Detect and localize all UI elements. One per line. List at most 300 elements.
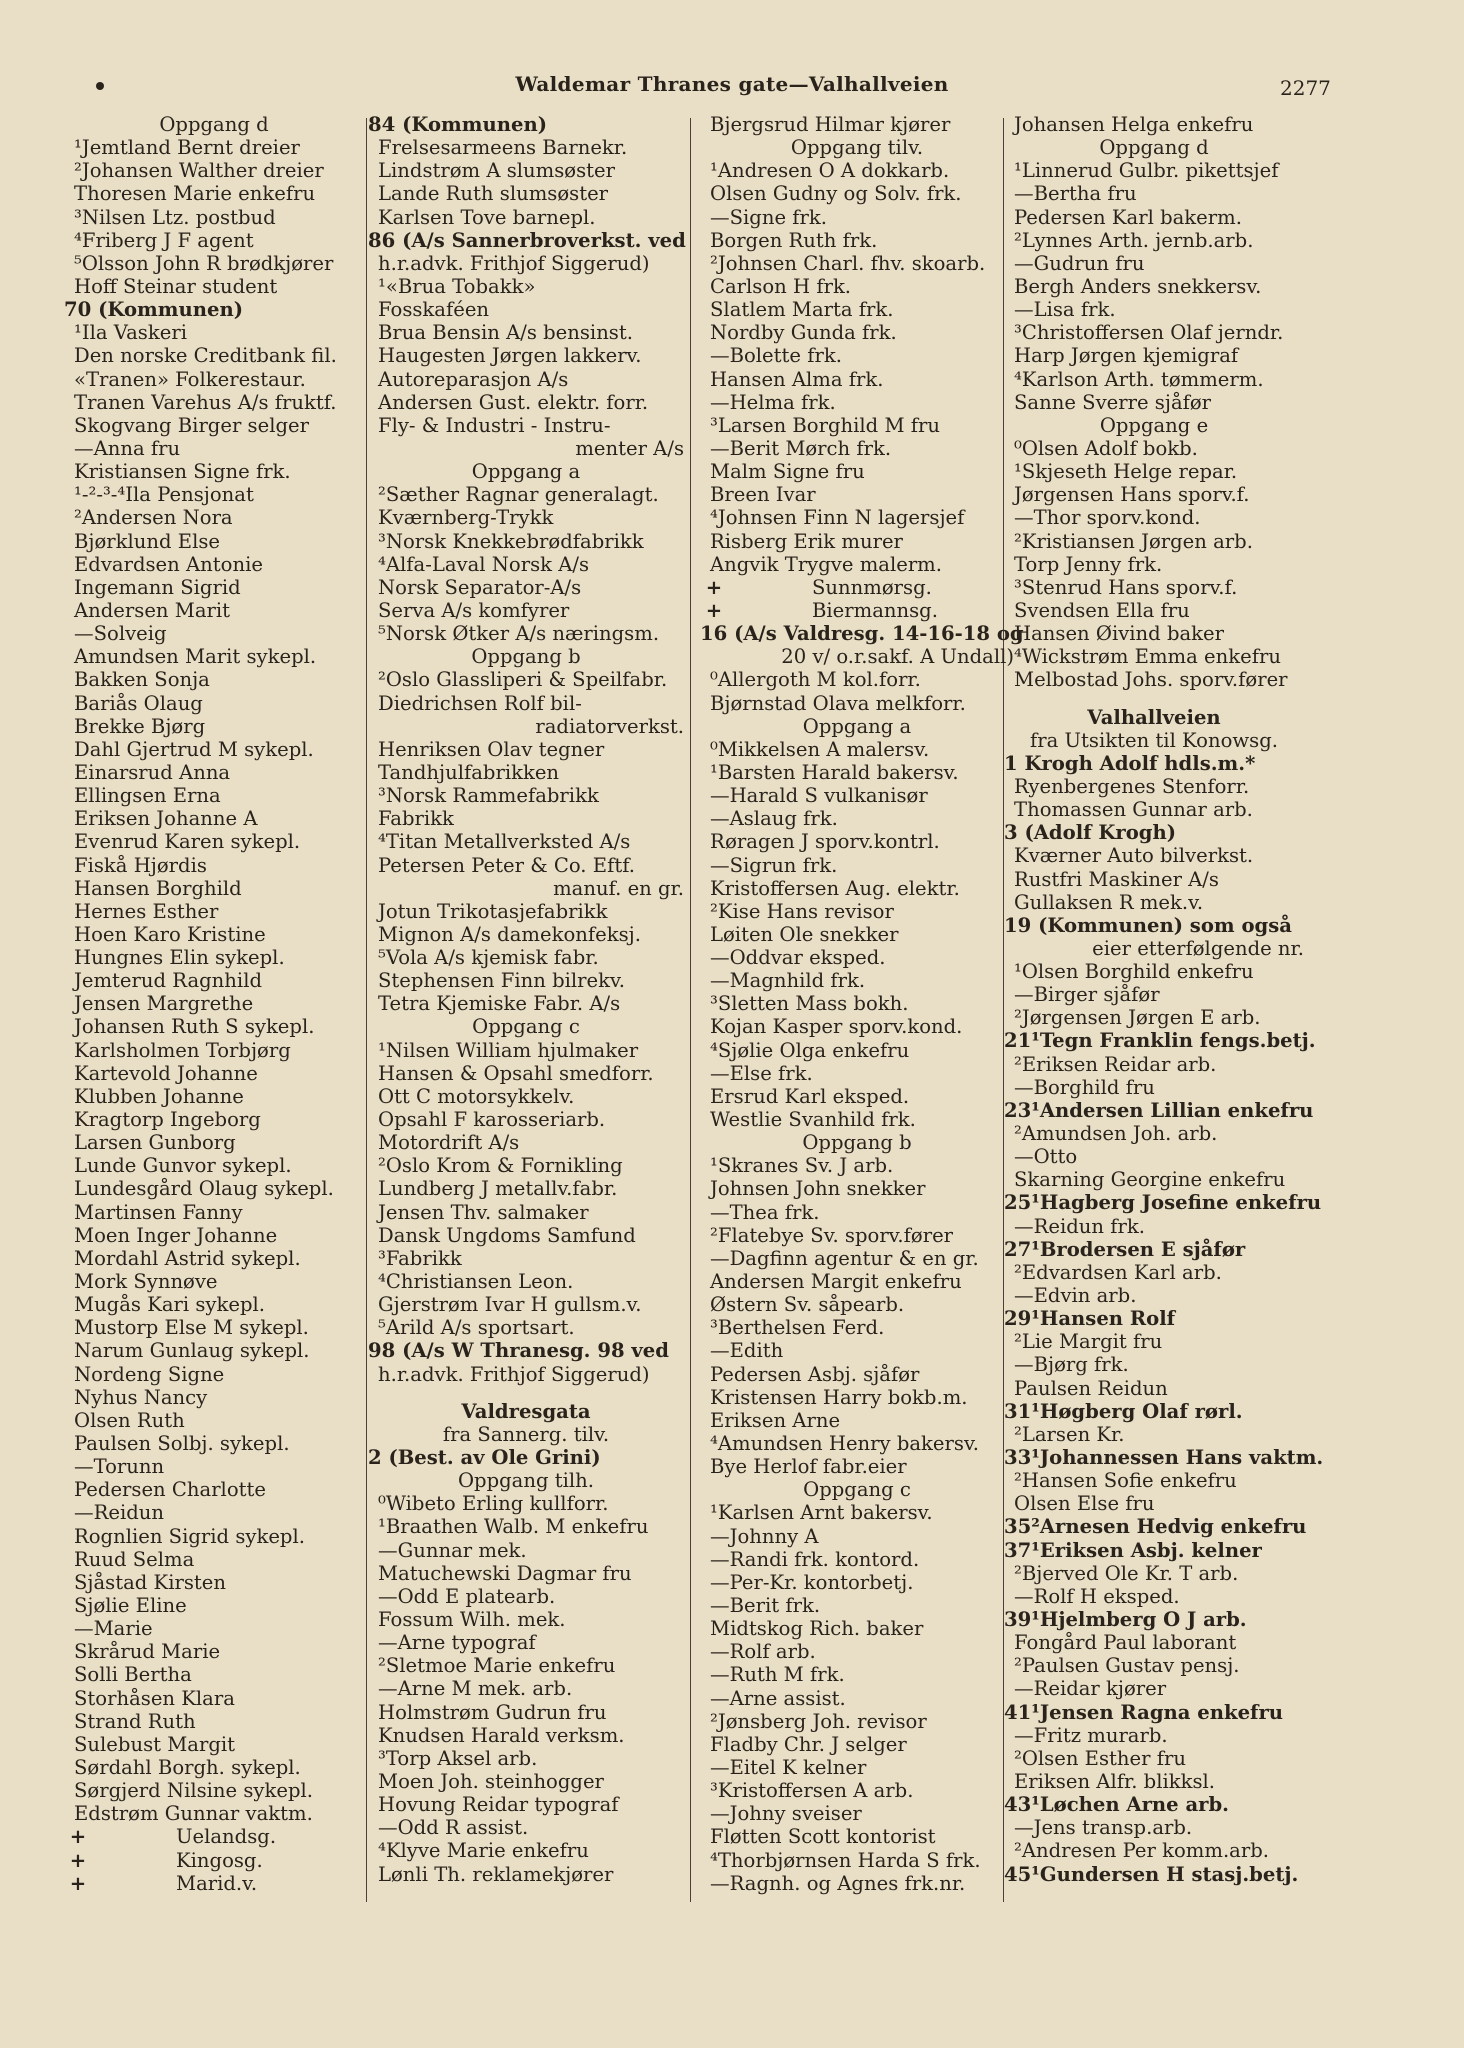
resident-entry: Tandhjulfabrikken xyxy=(378,760,560,784)
resident-entry: ⁴Amundsen Henry bakersv. xyxy=(710,1432,979,1456)
resident-entry: Risberg Erik murer xyxy=(710,529,903,553)
resident-entry: Eriksen Alfr. blikksl. xyxy=(1014,1769,1216,1793)
resident-entry: —Arne M mek. arb. xyxy=(378,1677,573,1701)
resident-entry: Andersen Gust. elektr. forr. xyxy=(378,390,649,414)
building-entry: 19 (Kommunen) som også xyxy=(1004,913,1292,937)
resident-entry: Holmstrøm Gudrun fru xyxy=(378,1700,607,1724)
resident-entry: Fossum Wilh. mek. xyxy=(378,1608,566,1631)
resident-entry: —Bjørg frk. xyxy=(1014,1353,1129,1377)
resident-entry: —Bolette frk. xyxy=(710,344,842,368)
resident-entry: —Edith xyxy=(710,1339,784,1363)
resident-entry: Hansen Øivind baker xyxy=(1014,622,1225,646)
entry-continuation: eier etterfølgende nr. xyxy=(1092,936,1304,960)
resident-entry: —Marie xyxy=(74,1617,153,1641)
resident-entry: Bergh Anders snekkersv. xyxy=(1014,274,1262,298)
resident-entry: Brekke Bjørg xyxy=(74,714,206,738)
resident-entry: Narum Gunlaug sykepl. xyxy=(74,1339,310,1363)
resident-entry: Borgen Ruth frk. xyxy=(710,228,878,252)
resident-entry: h.r.advk. Frithjof Siggerud) xyxy=(378,1362,650,1386)
resident-entry: Petersen Peter & Co. Eftf. xyxy=(378,853,635,877)
resident-entry: ²Jørgensen Jørgen E arb. xyxy=(1014,1006,1261,1030)
resident-entry: Lunde Gunvor sykepl. xyxy=(74,1154,292,1178)
resident-entry: ¹Skranes Sv. J arb. xyxy=(710,1154,894,1178)
entry-continuation: menter A/s xyxy=(575,436,684,460)
resident-entry: ¹Olsen Borghild enkefru xyxy=(1014,960,1254,984)
resident-entry: Storhåsen Klara xyxy=(74,1686,235,1710)
resident-entry: Hansen & Opsahl smedforr. xyxy=(378,1061,654,1085)
entry-continuation: manuf. en gr. xyxy=(553,876,684,900)
resident-entry: ³Sletten Mass bokh. xyxy=(710,992,909,1016)
resident-entry: ⁴Klyve Marie enkefru xyxy=(378,1839,589,1863)
resident-entry: Torp Jenny frk. xyxy=(1014,552,1163,576)
cross-street-label: Kingosg. xyxy=(176,1848,263,1872)
resident-entry: Sanne Sverre sjåfør xyxy=(1014,390,1212,414)
cross-street xyxy=(64,1872,364,1895)
resident-entry: Bjergsrud Hilmar kjører xyxy=(710,113,951,136)
resident-entry: —Thor sporv.kond. xyxy=(1014,506,1201,530)
resident-entry: Henriksen Olav tegner xyxy=(378,737,605,761)
resident-entry: Einarsrud Anna xyxy=(74,760,231,784)
resident-entry: Lande Ruth slumsøster xyxy=(378,182,609,206)
cross-street xyxy=(64,1825,364,1848)
building-entry: 27¹Brodersen E sjåfør xyxy=(1004,1237,1246,1261)
resident-entry: ²Lie Margit fru xyxy=(1014,1330,1163,1354)
cross-street xyxy=(64,1849,364,1872)
resident-entry: ³Norsk Knekkebrødfabrikk xyxy=(378,529,644,553)
resident-entry: Svendsen Ella fru xyxy=(1014,598,1190,622)
resident-entry: Nyhus Nancy xyxy=(74,1385,208,1409)
resident-entry: Sjåstad Kirsten xyxy=(74,1570,226,1594)
resident-entry: Jensen Thv. salmaker xyxy=(378,1200,589,1224)
cross-mark-icon: + xyxy=(69,1871,87,1895)
column-3 xyxy=(700,113,1024,1895)
resident-entry: Edstrøm Gunnar vaktm. xyxy=(74,1802,313,1826)
resident-entry: ⁰Olsen Adolf bokb. xyxy=(1014,436,1198,460)
resident-entry: Bye Herlof fabr.eier xyxy=(710,1455,907,1479)
resident-entry: Breen Ivar xyxy=(710,483,816,507)
building-entry: 98 (A/s W Thranesg. 98 ved xyxy=(368,1339,669,1363)
resident-entry: ⁴Alfa-Laval Norsk A/s xyxy=(378,552,590,576)
resident-entry: Pedersen Charlotte xyxy=(74,1478,266,1502)
resident-entry: Jemterud Ragnhild xyxy=(74,969,262,993)
cross-street xyxy=(700,599,1014,622)
resident-entry: Johansen Ruth S sykepl. xyxy=(74,1015,315,1039)
resident-entry: —Ruth M frk. xyxy=(710,1663,845,1687)
resident-entry: —Else frk. xyxy=(710,1061,813,1085)
resident-entry: Serva A/s komfyrer xyxy=(378,598,570,622)
resident-entry: Jørgensen Hans sporv.f. xyxy=(1014,483,1250,507)
resident-entry: «Tranen» Folkerestaur. xyxy=(74,367,306,391)
street-heading: Valhallveien xyxy=(1087,705,1221,729)
section-heading: Oppgang b xyxy=(471,645,581,669)
resident-entry: Kværnberg-Trykk xyxy=(378,506,554,530)
resident-entry: —Dagfinn agentur & en gr. xyxy=(710,1246,979,1270)
resident-entry: Hoen Karo Kristine xyxy=(74,922,266,946)
resident-entry: Hovung Reidar typograf xyxy=(378,1793,619,1817)
resident-entry: Skogvang Birger selger xyxy=(74,413,309,437)
section-heading: Oppgang tilh. xyxy=(457,1469,595,1493)
cross-street-label: Biermannsg. xyxy=(812,598,938,622)
resident-entry: Løiten Ole snekker xyxy=(710,922,899,946)
building-entry: 23¹Andersen Lillian enkefru xyxy=(1004,1098,1314,1122)
page-title: Waldemar Thranes gate—Valhallveien xyxy=(515,72,949,96)
resident-entry: —Arne typograf xyxy=(378,1631,536,1655)
resident-entry: ⁵Vola A/s kjemisk fabr. xyxy=(378,946,599,970)
resident-entry: —Reidun frk. xyxy=(1014,1214,1145,1238)
resident-entry: Diedrichsen Rolf bil- xyxy=(378,691,582,715)
resident-entry: Thomassen Gunnar arb. xyxy=(1014,798,1253,822)
resident-entry: Nordby Gunda frk. xyxy=(710,321,897,345)
resident-entry: ¹«Brua Tobakk» xyxy=(378,274,536,298)
resident-entry: Bariås Olaug xyxy=(74,691,203,715)
resident-entry: Klubben Johanne xyxy=(74,1084,244,1108)
resident-entry: —Borghild fru xyxy=(1014,1075,1155,1099)
resident-entry: ⁰Wibeto Erling kullforr. xyxy=(378,1492,609,1516)
resident-entry: ²Lynnes Arth. jernb.arb. xyxy=(1014,228,1254,252)
resident-entry: ³Fabrikk xyxy=(378,1246,462,1270)
resident-entry: Malm Signe fru xyxy=(710,460,865,484)
resident-entry: Jotun Trikotasjefabrikk xyxy=(378,899,608,923)
resident-entry: Autoreparasjon A/s xyxy=(378,367,569,391)
resident-entry: Kristoffersen Aug. elektr. xyxy=(710,876,960,900)
resident-entry: —Rolf H eksped. xyxy=(1014,1584,1180,1608)
resident-entry: —Odd R assist. xyxy=(378,1816,529,1840)
resident-entry: —Arne assist. xyxy=(710,1686,846,1710)
resident-entry: Angvik Trygve malerm. xyxy=(710,552,942,576)
resident-entry: Opsahl F karosseriarb. xyxy=(378,1108,606,1132)
resident-entry: —Thea frk. xyxy=(710,1200,820,1224)
resident-entry: Mignon A/s damekonfeksj. xyxy=(378,922,641,946)
cross-mark-icon: + xyxy=(69,1825,87,1849)
resident-entry: Slatlem Marta frk. xyxy=(710,298,894,322)
resident-entry: Brua Bensin A/s bensinst. xyxy=(378,321,633,345)
resident-entry: ²Flatebye Sv. sporv.fører xyxy=(710,1223,954,1247)
resident-entry: ³Berthelsen Ferd. xyxy=(710,1316,885,1340)
resident-entry: Hansen Alma frk. xyxy=(710,367,884,391)
resident-entry: ³Stenrud Hans sporv.f. xyxy=(1014,575,1238,599)
resident-entry: Norsk Separator-A/s xyxy=(378,575,582,599)
resident-entry: ⁴Christiansen Leon. xyxy=(378,1270,574,1294)
resident-entry: —Reidun xyxy=(74,1501,164,1525)
page-number: 2277 xyxy=(1280,76,1331,100)
resident-entry: Martinsen Fanny xyxy=(74,1200,243,1224)
building-entry: 1 Krogh Adolf hdls.m.* xyxy=(1004,751,1256,775)
resident-entry: ²Paulsen Gustav pensj. xyxy=(1014,1654,1240,1678)
cross-mark-icon: + xyxy=(69,1848,87,1872)
resident-entry: Sulebust Margit xyxy=(74,1732,236,1756)
resident-entry: ⁵Norsk Øtker A/s næringsm. xyxy=(378,622,660,646)
resident-entry: Lindstrøm A slumsøster xyxy=(378,159,615,183)
resident-entry: Lundesgård Olaug sykepl. xyxy=(74,1177,334,1201)
resident-entry: Karlsen Tove barnepl. xyxy=(378,205,596,229)
resident-entry: Ersrud Karl eksped. xyxy=(710,1084,910,1108)
cross-mark-icon: + xyxy=(705,598,723,622)
section-heading: Oppgang a xyxy=(471,460,581,484)
resident-entry: ¹Nilsen William hjulmaker xyxy=(378,1038,639,1062)
building-entry: 37¹Eriksen Asbj. kelner xyxy=(1004,1538,1262,1562)
building-entry: 31¹Høgberg Olaf rørl. xyxy=(1004,1399,1243,1423)
resident-entry: ⁴Thorbjørnsen Harda S frk. xyxy=(710,1848,981,1872)
resident-entry: Sørdahl Borgh. sykepl. xyxy=(74,1755,301,1779)
resident-entry: Hungnes Elin sykepl. xyxy=(74,946,285,970)
resident-entry: Fongård Paul laborant xyxy=(1014,1631,1237,1655)
column-1 xyxy=(64,113,364,1895)
resident-entry: Haugesten Jørgen lakkerv. xyxy=(378,344,642,368)
resident-entry: ⁰Allergoth M kol.forr. xyxy=(710,668,921,692)
resident-entry: Gjerstrøm Ivar H gullsm.v. xyxy=(378,1293,642,1317)
resident-entry: Fosskaféen xyxy=(378,298,490,322)
cross-street-label: Sunnmørsg. xyxy=(812,575,932,599)
resident-entry: —Edvin arb. xyxy=(1014,1284,1137,1308)
resident-entry: Skarning Georgine enkefru xyxy=(1014,1168,1286,1192)
building-entry: 84 (Kommunen) xyxy=(368,113,547,136)
resident-entry: —Johny sveiser xyxy=(710,1802,862,1826)
resident-entry: —Aslaug frk. xyxy=(710,807,838,831)
resident-entry: Evenrud Karen sykepl. xyxy=(74,830,301,854)
resident-entry: Rognlien Sigrid sykepl. xyxy=(74,1524,305,1548)
resident-entry: ²Edvardsen Karl arb. xyxy=(1014,1260,1222,1284)
resident-entry: Johnsen John snekker xyxy=(710,1177,926,1201)
resident-entry: Røragen J sporv.kontrl. xyxy=(710,830,940,854)
resident-entry: Ryenbergenes Stenforr. xyxy=(1014,774,1250,798)
building-entry: 45¹Gundersen H stasj.betj. xyxy=(1004,1862,1299,1886)
resident-entry: Knudsen Harald verksm. xyxy=(378,1723,625,1747)
resident-entry: ¹Jemtland Bernt dreier xyxy=(74,136,300,160)
resident-entry: Johansen Helga enkefru xyxy=(1014,113,1254,136)
resident-entry: —Rolf arb. xyxy=(710,1640,816,1664)
resident-entry: —Bertha fru xyxy=(1014,182,1137,206)
resident-entry: Olsen Else fru xyxy=(1014,1492,1155,1516)
resident-entry: Fabrikk xyxy=(378,807,454,831)
resident-entry: ⁴Wickstrøm Emma enkefru xyxy=(1014,645,1281,669)
resident-entry: —Odd E platearb. xyxy=(378,1584,556,1608)
resident-entry: ²Sæther Ragnar generalagt. xyxy=(378,483,659,507)
resident-entry: ¹Andresen O A dokkarb. xyxy=(710,159,950,183)
resident-entry: —Berit Mørch frk. xyxy=(710,436,892,460)
resident-entry: —Johnny A xyxy=(710,1524,819,1548)
resident-entry: —Signe frk. xyxy=(710,205,827,229)
column-2 xyxy=(368,113,684,1886)
cross-mark-icon: + xyxy=(705,575,723,599)
resident-entry: —Ragnh. og Agnes frk.nr. xyxy=(710,1871,966,1895)
resident-entry: —Solveig xyxy=(74,622,167,646)
resident-entry: Midtskog Rich. baker xyxy=(710,1617,924,1641)
resident-entry: Kartevold Johanne xyxy=(74,1061,258,1085)
resident-entry: ¹Ila Vaskeri xyxy=(74,321,187,345)
resident-entry: Melbostad Johs. sporv.fører xyxy=(1014,668,1288,692)
resident-entry: Dansk Ungdoms Samfund xyxy=(378,1223,636,1247)
resident-entry: Mork Synnøve xyxy=(74,1270,218,1294)
resident-entry: Fladby Chr. J selger xyxy=(710,1732,907,1756)
resident-entry: ³Nilsen Ltz. postbud xyxy=(74,205,276,229)
resident-entry: Pedersen Asbj. sjåfør xyxy=(710,1362,920,1386)
resident-entry: ²Kise Hans revisor xyxy=(710,899,894,923)
resident-entry: ²Johnsen Charl. fhv. skoarb. xyxy=(710,251,986,275)
resident-entry: ²Olsen Esther fru xyxy=(1014,1746,1186,1770)
building-entry: 21¹Tegn Franklin fengs.betj. xyxy=(1004,1029,1316,1053)
section-heading: Oppgang e xyxy=(1099,413,1209,437)
section-heading: Oppgang c xyxy=(472,1015,580,1039)
building-entry: 39¹Hjelmberg O J arb. xyxy=(1004,1608,1247,1631)
entry-continuation: 20 v/ o.r.sakf. A Undall) xyxy=(781,645,1014,669)
resident-entry: Fly- & Industri - Instru- xyxy=(378,413,611,437)
resident-entry: Mordahl Astrid sykepl. xyxy=(74,1246,301,1270)
resident-entry: ⁴Johnsen Finn N lagersjef xyxy=(710,506,965,530)
resident-entry: Paulsen Reidun xyxy=(1014,1376,1168,1400)
resident-entry: ³Larsen Borghild M fru xyxy=(710,413,940,437)
building-entry: 29¹Hansen Rolf xyxy=(1004,1307,1176,1331)
resident-entry: Solli Bertha xyxy=(74,1663,192,1687)
resident-entry: Bjørnstad Olava melkforr. xyxy=(710,691,966,715)
spacer xyxy=(1004,692,1304,706)
building-entry: 16 (A/s Valdresg. 14-16-18 og xyxy=(700,622,1024,646)
resident-entry: —Anna fru xyxy=(74,436,181,460)
resident-entry: ²Jønsberg Joh. revisor xyxy=(710,1709,927,1733)
building-entry: 3 (Adolf Krogh) xyxy=(1004,821,1177,845)
resident-entry: ¹Braathen Walb. M enkefru xyxy=(378,1515,649,1539)
column-4 xyxy=(1004,113,1324,1886)
resident-entry: Eriksen Johanne A xyxy=(74,807,258,831)
resident-entry: ⁴Karlson Arth. tømmerm. xyxy=(1014,367,1264,391)
resident-entry: ³Torp Aksel arb. xyxy=(378,1746,538,1770)
resident-entry: ⁰Mikkelsen A malersv. xyxy=(710,737,930,761)
resident-entry: Thoresen Marie enkefru xyxy=(74,182,316,206)
street-heading: Valdresgata xyxy=(461,1399,591,1423)
resident-entry: —Lisa frk. xyxy=(1014,298,1116,322)
resident-entry: Tetra Kjemiske Fabr. A/s xyxy=(378,992,621,1016)
resident-entry: ⁵Arild A/s sportsart. xyxy=(378,1316,575,1340)
resident-entry: —Magnhild frk. xyxy=(710,969,866,993)
resident-entry: —Otto xyxy=(1014,1145,1078,1169)
column-divider xyxy=(690,118,691,1902)
resident-entry: Harp Jørgen kjemigraf xyxy=(1014,344,1239,368)
resident-entry: ¹Karlsen Arnt bakersv. xyxy=(710,1501,933,1525)
building-entry: 33¹Johannessen Hans vaktm. xyxy=(1004,1446,1324,1470)
resident-entry: —Jens transp.arb. xyxy=(1014,1816,1193,1840)
section-heading: Oppgang tilv. xyxy=(790,136,924,160)
resident-entry: Edvardsen Antonie xyxy=(74,552,263,576)
resident-entry: Fløtten Scott kontorist xyxy=(710,1825,936,1849)
resident-entry: Fiskå Hjørdis xyxy=(74,853,207,877)
section-heading: Oppgang d xyxy=(159,113,269,136)
building-entry: 35²Arnesen Hedvig enkefru xyxy=(1004,1515,1307,1539)
resident-entry: Sjølie Eline xyxy=(74,1594,187,1617)
resident-entry: Hoff Steinar student xyxy=(74,274,278,298)
resident-entry: Amundsen Marit sykepl. xyxy=(74,645,317,669)
resident-entry: Ott C motorsykkelv. xyxy=(378,1084,575,1108)
resident-entry: Hernes Esther xyxy=(74,899,219,923)
resident-entry: Gullaksen R mek.v. xyxy=(1014,890,1204,914)
resident-entry: Mugås Kari sykepl. xyxy=(74,1293,266,1317)
resident-entry: Matuchewski Dagmar fru xyxy=(378,1561,632,1585)
resident-entry: Strand Ruth xyxy=(74,1709,196,1733)
resident-entry: —Randi frk. kontord. xyxy=(710,1547,920,1571)
resident-entry: Moen Joh. steinhogger xyxy=(378,1769,604,1793)
resident-entry: ¹-²-³-⁴Ila Pensjonat xyxy=(74,483,254,507)
resident-entry: ³Christoffersen Olaf jerndr. xyxy=(1014,321,1284,345)
resident-entry: Carlson H frk. xyxy=(710,274,852,298)
resident-entry: ²Eriksen Reidar arb. xyxy=(1014,1052,1217,1076)
spacer xyxy=(368,1386,684,1400)
resident-entry: Kristensen Harry bokb.m. xyxy=(710,1385,968,1409)
resident-entry: ⁴Friberg J F agent xyxy=(74,228,254,252)
building-entry: 41¹Jensen Ragna enkefru xyxy=(1004,1700,1284,1724)
resident-entry: ³Kristoffersen A arb. xyxy=(710,1779,914,1803)
resident-entry: —Eitel K kelner xyxy=(710,1755,867,1779)
resident-entry: ²Larsen Kr. xyxy=(1014,1422,1125,1446)
resident-entry: Ingemann Sigrid xyxy=(74,575,241,599)
column-divider xyxy=(366,118,367,1902)
resident-entry: Kristiansen Signe frk. xyxy=(74,460,291,484)
resident-entry: Eriksen Arne xyxy=(710,1408,841,1432)
resident-entry: ²Andersen Nora xyxy=(74,506,233,530)
resident-entry: Rustfri Maskiner A/s xyxy=(1014,867,1219,891)
resident-entry: Motordrift A/s xyxy=(378,1131,520,1155)
resident-entry: Dahl Gjertrud M sykepl. xyxy=(74,737,314,761)
building-entry: 25¹Hagberg Josefine enkefru xyxy=(1004,1191,1322,1215)
resident-entry: ²Johansen Walther dreier xyxy=(74,159,324,183)
section-heading: Oppgang c xyxy=(803,1478,911,1502)
section-heading: Oppgang d xyxy=(1099,136,1209,160)
resident-entry: ¹Linnerud Gulbr. pikettsjef xyxy=(1014,159,1279,183)
resident-entry: Frelsesarmeens Barnekr. xyxy=(378,136,628,160)
resident-entry: Mustorp Else M sykepl. xyxy=(74,1316,309,1340)
resident-entry: —Harald S vulkanisør xyxy=(710,784,928,808)
resident-entry: —Fritz murarb. xyxy=(1014,1723,1168,1747)
building-entry: 43¹Løchen Arne arb. xyxy=(1004,1793,1230,1817)
resident-entry: —Gunnar mek. xyxy=(378,1538,527,1562)
section-heading: Oppgang a xyxy=(802,714,912,738)
resident-entry: Stephensen Finn bilrekv. xyxy=(378,969,625,993)
resident-entry: Den norske Creditbank fil. xyxy=(74,344,337,368)
resident-entry: ⁵Olsson John R brødkjører xyxy=(74,251,334,275)
resident-entry: ²Bjerved Ole Kr. T arb. xyxy=(1014,1561,1239,1585)
resident-entry: ³Norsk Rammefabrikk xyxy=(378,784,599,808)
resident-entry: Jensen Margrethe xyxy=(74,992,254,1016)
resident-entry: —Gudrun fru xyxy=(1014,251,1145,275)
resident-entry: —Berit frk. xyxy=(710,1594,821,1617)
resident-entry: Nordeng Signe xyxy=(74,1362,225,1386)
resident-entry: ¹Skjeseth Helge repar. xyxy=(1014,460,1238,484)
resident-entry: Tranen Varehus A/s fruktf. xyxy=(74,390,337,414)
resident-entry: Kojan Kasper sporv.kond. xyxy=(710,1015,963,1039)
resident-entry: —Oddvar eksped. xyxy=(710,946,886,970)
section-heading: fra Sannerg. tilv. xyxy=(442,1422,610,1446)
resident-entry: Olsen Gudny og Solv. frk. xyxy=(710,182,962,206)
section-heading: Oppgang b xyxy=(802,1131,912,1155)
resident-entry: Bakken Sonja xyxy=(74,668,210,692)
resident-entry: Skrårud Marie xyxy=(74,1640,221,1664)
resident-entry: ²Kristiansen Jørgen arb. xyxy=(1014,529,1253,553)
resident-entry: Kværner Auto bilverkst. xyxy=(1014,844,1254,868)
resident-entry: ²Hansen Sofie enkefru xyxy=(1014,1469,1237,1493)
resident-entry: —Birger sjåfør xyxy=(1014,983,1160,1007)
building-entry: 2 (Best. av Ole Grini) xyxy=(368,1446,601,1470)
resident-entry: —Reidar kjører xyxy=(1014,1677,1167,1701)
resident-entry: Pedersen Karl bakerm. xyxy=(1014,205,1242,229)
resident-entry: Karlsholmen Torbjørg xyxy=(74,1038,291,1062)
building-entry: 86 (A/s Sannerbroverkst. ved xyxy=(368,228,686,252)
resident-entry: Paulsen Solbj. sykepl. xyxy=(74,1432,290,1456)
resident-entry: ²Amundsen Joh. arb. xyxy=(1014,1122,1218,1146)
resident-entry: ⁴Titan Metallverksted A/s xyxy=(378,830,631,854)
cross-street-label: Uelandsg. xyxy=(176,1825,277,1849)
resident-entry: ²Oslo Krom & Fornikling xyxy=(378,1154,623,1178)
resident-entry: Hansen Borghild xyxy=(74,876,242,900)
resident-entry: Olsen Ruth xyxy=(74,1408,185,1432)
resident-entry: ²Sletmoe Marie enkefru xyxy=(378,1654,616,1678)
entry-continuation: radiatorverkst. xyxy=(535,714,684,738)
